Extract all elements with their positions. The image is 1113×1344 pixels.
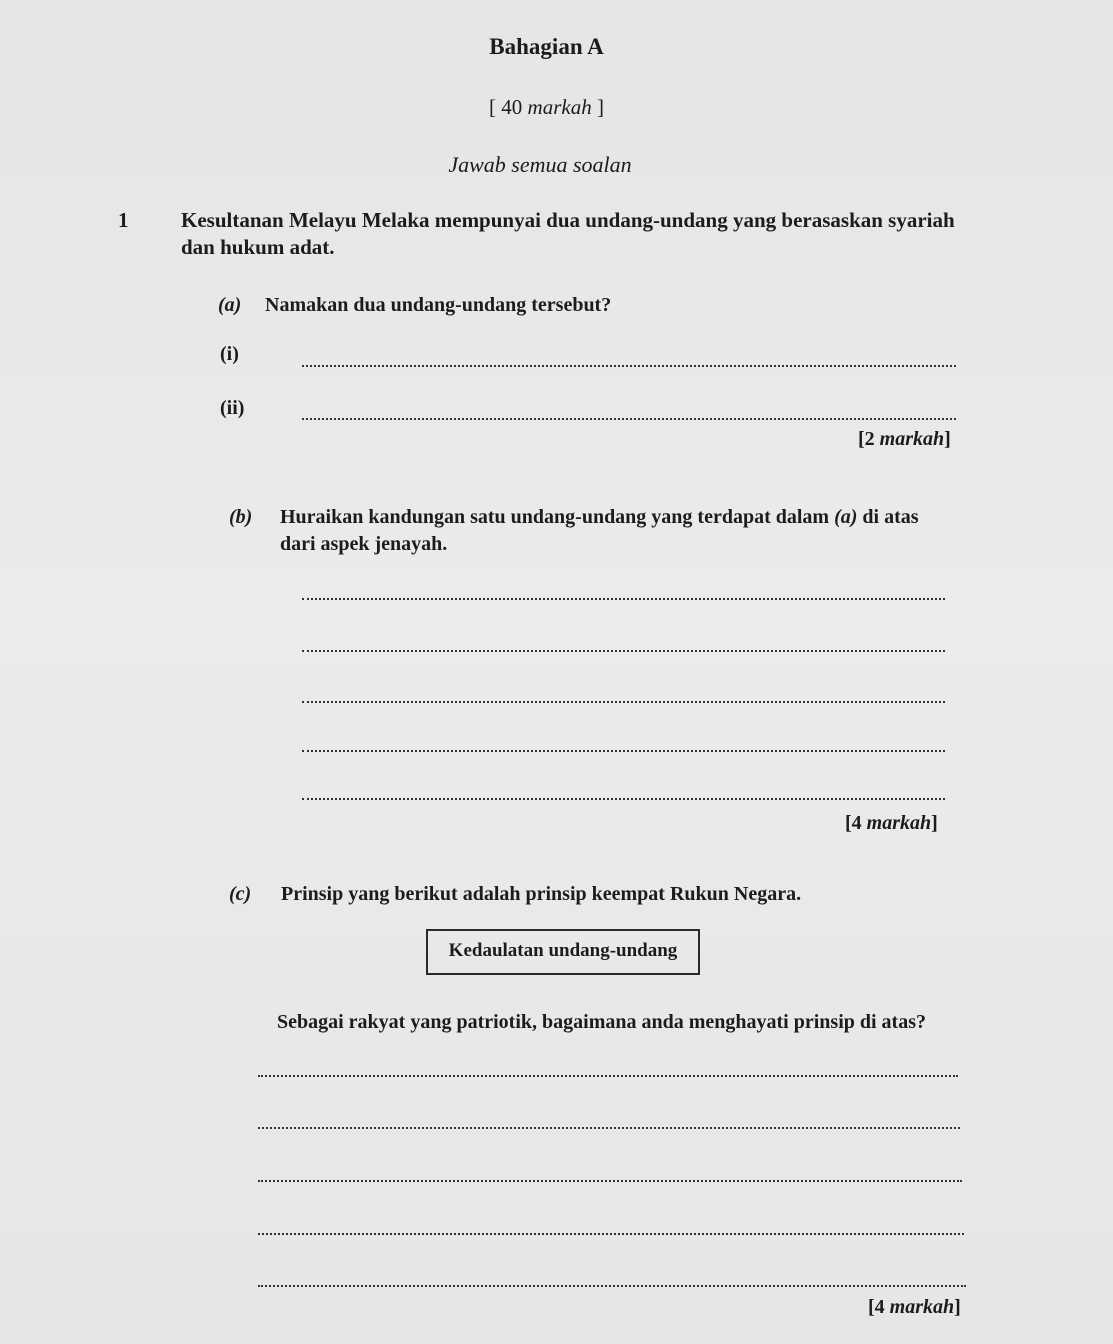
part-a-label: (a) (218, 294, 242, 316)
part-b-ref-label: (a) (834, 506, 858, 528)
part-c-prompt: Sebagai rakyat yang patriotik, bagaimana anda menghayati prinsip di atas? (277, 1011, 926, 1033)
total-marks-close: ] (591, 95, 604, 119)
part-c-label: (c) (229, 883, 252, 905)
part-a-text: Namakan dua undang-undang tersebut? (265, 294, 612, 316)
answer-line-c-3[interactable] (258, 1180, 962, 1182)
part-a-item-i-label: (i) (220, 343, 239, 365)
answer-line-a-ii[interactable] (302, 418, 956, 420)
part-b-label: (b) (229, 506, 253, 528)
question-stem-line2: dan hukum adat. (181, 235, 335, 259)
answer-line-a-i[interactable] (302, 365, 956, 367)
part-b-text-end: di atas (862, 506, 919, 528)
total-marks (0, 95, 1093, 120)
part-c-marks-close: ] (954, 1296, 961, 1318)
part-b-text-line1 (280, 506, 919, 529)
answer-line-c-2[interactable] (258, 1127, 960, 1129)
part-a-item-ii-label: (ii) (220, 397, 245, 419)
part-c-marks (868, 1296, 961, 1319)
question-number: 1 (118, 208, 129, 232)
part-c-text: Prinsip yang berikut adalah prinsip keempat Rukun Negara. (281, 883, 802, 905)
section-title: Bahagian A (489, 34, 604, 59)
principle-box (426, 929, 700, 975)
answer-line-c-4[interactable] (258, 1233, 964, 1235)
answer-line-c-5[interactable] (258, 1285, 966, 1287)
part-b-text-line2: dari aspek jenayah. (280, 533, 448, 555)
part-a-marks (858, 428, 951, 451)
part-c-marks-word: markah (889, 1296, 955, 1318)
part-a-marks-word: markah (879, 428, 945, 450)
answer-line-b-3[interactable] (302, 701, 945, 703)
answer-line-b-1[interactable] (302, 598, 945, 600)
total-marks-word: markah (527, 95, 592, 119)
part-a-marks-num: [2 (858, 428, 880, 450)
part-b-marks-num: [4 (845, 812, 867, 834)
principle-box-text: Kedaulatan undang-undang (448, 940, 678, 961)
part-b-marks-close: ] (931, 812, 938, 834)
answer-line-b-4[interactable] (302, 750, 945, 752)
part-b-text-main: Huraikan kandungan satu undang-undang yang terdapat dalam (280, 506, 830, 528)
part-b-marks-word: markah (866, 812, 932, 834)
answer-line-b-2[interactable] (302, 650, 945, 652)
question-stem-line1: Kesultanan Melayu Melaka mempunyai dua undang-undang yang berasaskan syariah (181, 208, 955, 232)
part-b-marks (845, 812, 938, 835)
part-a-marks-close: ] (944, 428, 951, 450)
instruction: Jawab semua soalan (448, 152, 632, 177)
part-c-marks-num: [4 (868, 1296, 890, 1318)
answer-line-b-5[interactable] (302, 798, 945, 800)
answer-line-c-1[interactable] (258, 1075, 958, 1077)
total-marks-open: [ 40 (489, 95, 528, 119)
